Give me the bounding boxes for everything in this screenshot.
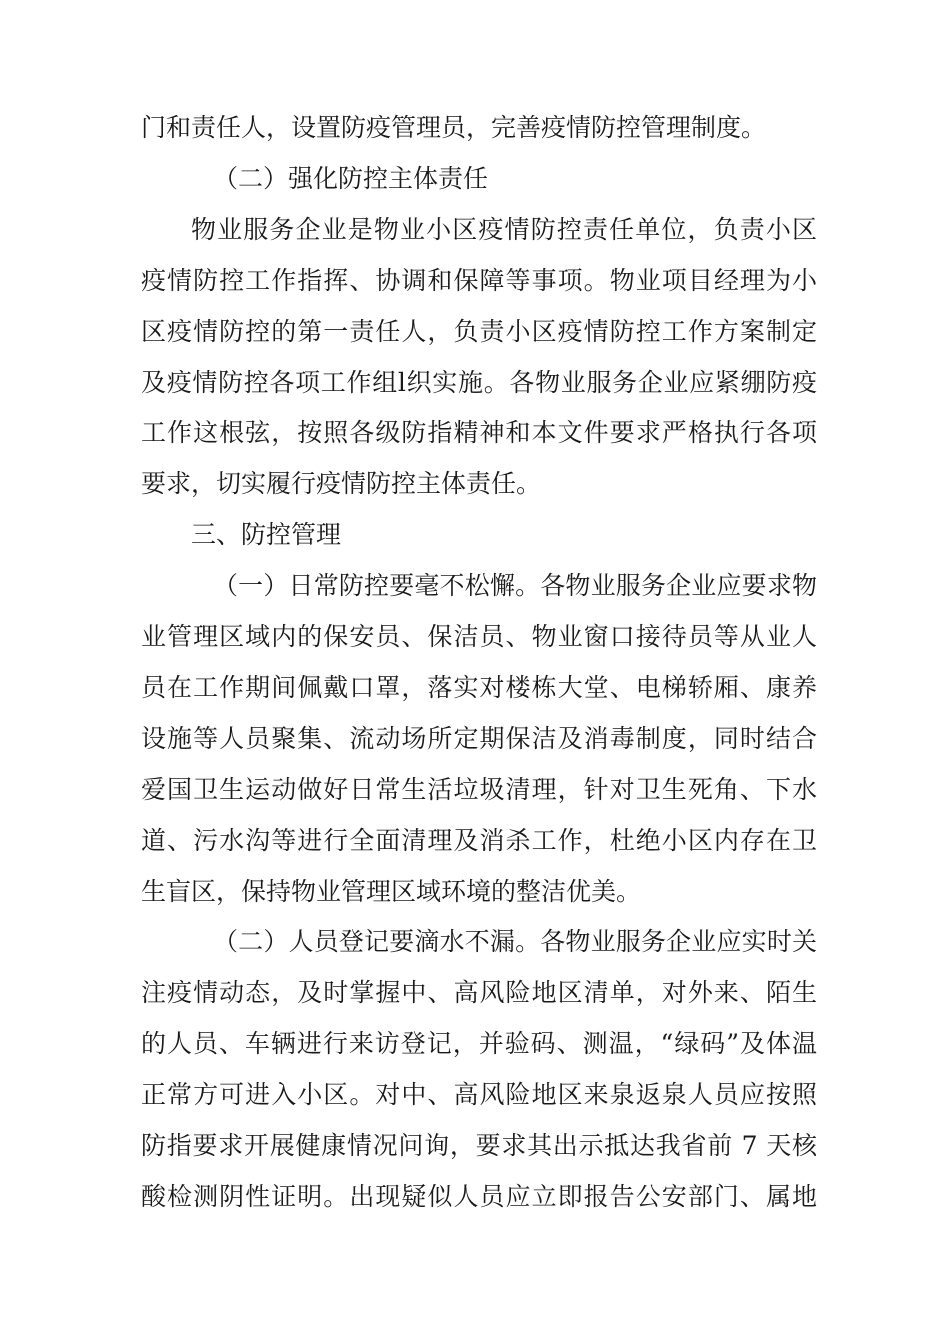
text-line: 门和责任人，设置防疫管理员，完善疫情防控管理制度。 — [141, 113, 767, 142]
text-line: 的人员、车辆进行来访登记，并验码、测温，“绿码”及体温 — [141, 1029, 817, 1058]
text-line: 业管理区域内的保安员、保洁员、物业窗口接待员等从业人 — [141, 622, 817, 651]
text-line: 员在工作期间佩戴口罩，落实对楼栋大堂、电梯轿厢、康养 — [141, 673, 817, 702]
text-line: （一）日常防控要毫不松懈。各物业服务企业应要求物 — [213, 571, 817, 600]
text-line: 区疫情防控的第一责任人，负责小区疫情防控工作方案制定 — [141, 317, 817, 346]
text-line: 疫情防控工作指挥、协调和保障等事项。物业项目经理为小 — [141, 266, 817, 295]
text-line: 设施等人员聚集、流动场所定期保洁及消毒制度，同时结合 — [141, 724, 817, 753]
text-line: 酸检测阴性证明。出现疑似人员应立即报告公安部门、属地 — [141, 1182, 817, 1211]
text-line: 工作这根弦，按照各级防指精神和本文件要求严格执行各项 — [141, 418, 817, 447]
text-line: 爱国卫生运动做好日常生活垃圾清理，针对卫生死角、下水 — [141, 775, 817, 804]
text-line: 及疫情防控各项工作组l织实施。各物业服务企业应紧绷防疫 — [141, 368, 817, 397]
text-line: 物业服务企业是物业小区疫情防控责任单位，负责小区 — [191, 215, 817, 244]
text-line: 正常方可进入小区。对中、高风险地区来泉返泉人员应按照 — [141, 1080, 817, 1109]
text-line: 生盲区，保持物业管理区域环境的整洁优美。 — [141, 877, 642, 906]
text-line: （二）强化防控主体责任 — [213, 164, 489, 193]
text-line: 三、防控管理 — [191, 520, 342, 549]
text-line: 道、污水沟等进行全面清理及消杀工作，杜绝小区内存在卫 — [141, 826, 817, 855]
text-line: 注疫情动态，及时掌握中、高风险地区清单，对外来、陌生 — [141, 978, 817, 1007]
text-line: （二）人员登记要滴水不漏。各物业服务企业应实时关 — [213, 927, 817, 956]
text-line: 要求，切实履行疫情防控主体责任。 — [141, 469, 542, 498]
text-line: 防指要求开展健康情况问询，要求其出示抵达我省前 7 天核 — [141, 1131, 817, 1160]
